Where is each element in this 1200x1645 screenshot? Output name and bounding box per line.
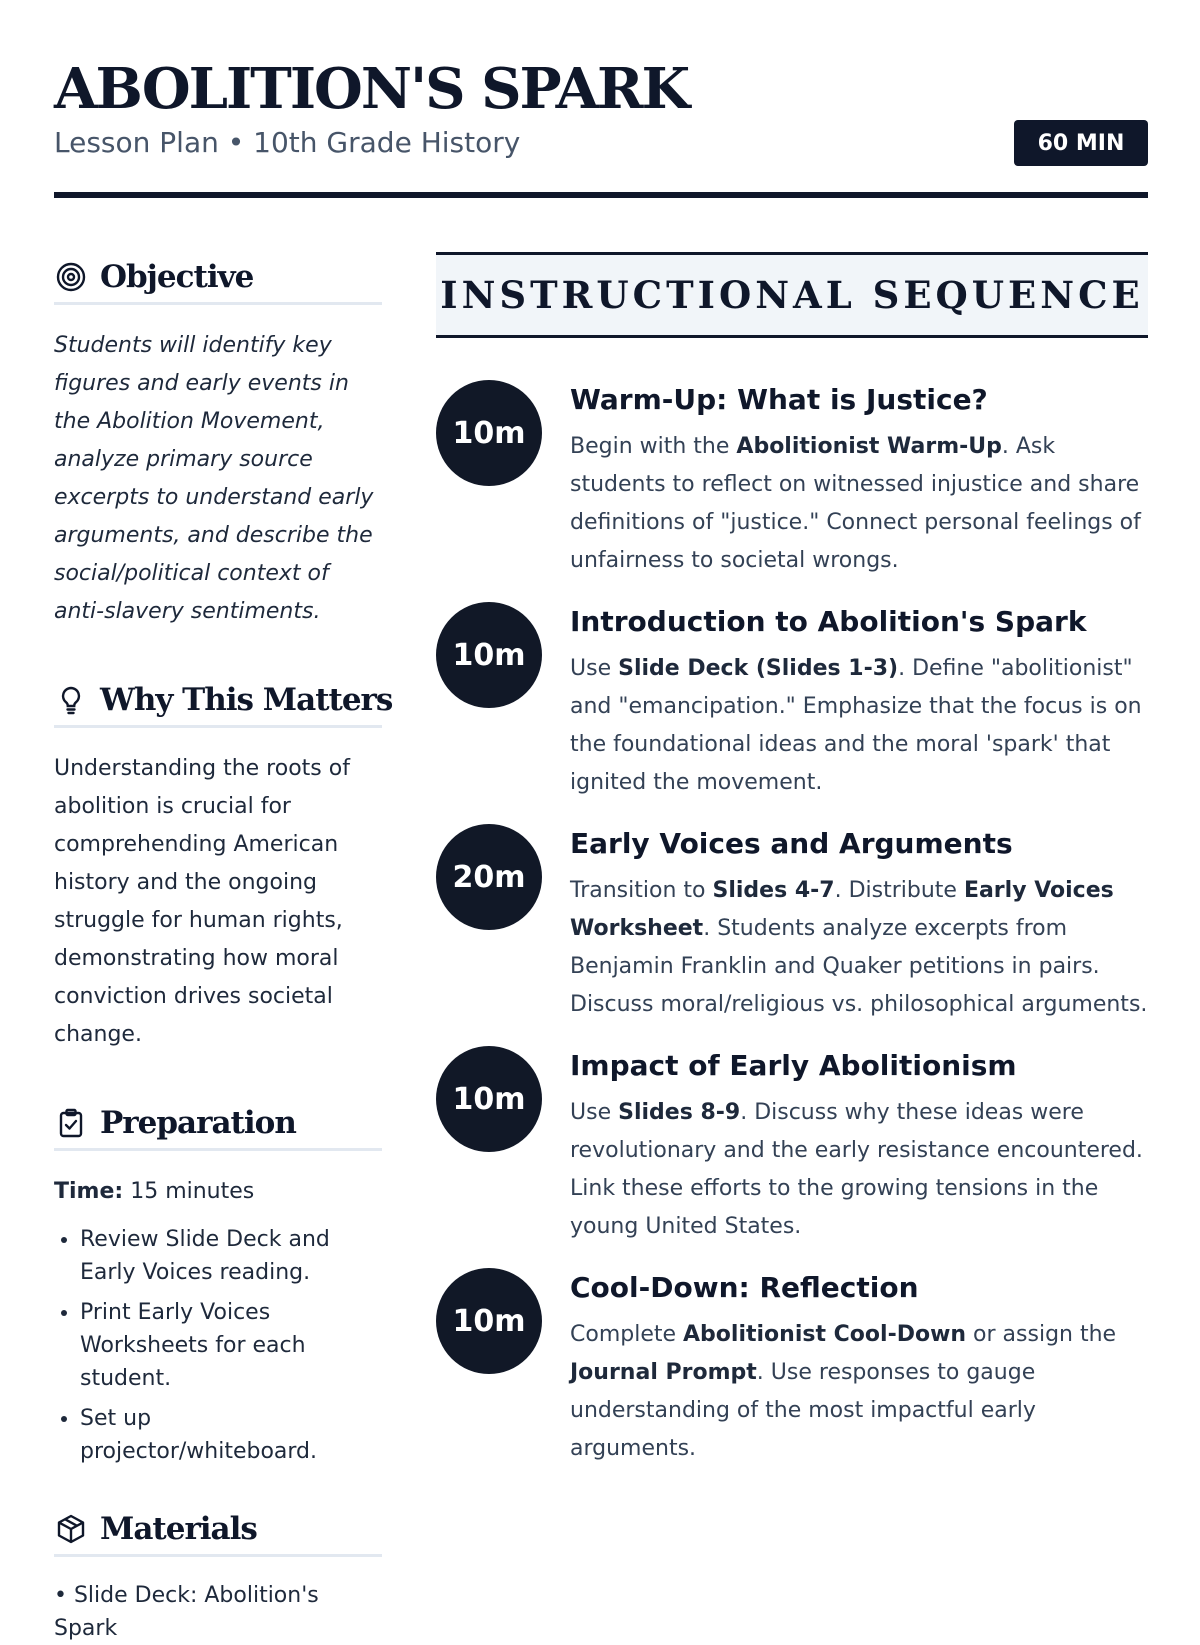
box-icon bbox=[54, 1512, 88, 1546]
header-divider bbox=[54, 192, 1148, 198]
prep-time-label: Time: bbox=[54, 1179, 124, 1204]
step-emphasis: Slides 4-7 bbox=[712, 878, 835, 903]
lesson-plan-page bbox=[54, 0, 1148, 1641]
preparation-header bbox=[54, 1098, 382, 1151]
step-emphasis: Abolitionist Cool-Down bbox=[683, 1322, 967, 1347]
why-section bbox=[54, 675, 393, 1054]
step-title: Early Voices and Arguments bbox=[570, 827, 1013, 860]
step-text: Use bbox=[570, 1100, 619, 1125]
step-title: Warm-Up: What is Justice? bbox=[570, 383, 988, 416]
step-emphasis: Slide Deck (Slides 1-3) bbox=[618, 656, 899, 681]
step-duration-badge: 10m bbox=[436, 602, 542, 708]
step-text: Begin with the bbox=[570, 434, 737, 459]
step-title: Impact of Early Abolitionism bbox=[570, 1049, 1017, 1082]
instructional-sequence bbox=[436, 252, 1148, 1468]
step-content bbox=[570, 1268, 1148, 1468]
step-text: Use bbox=[570, 656, 619, 681]
prep-item: • Review Slide Deck and Early Voices reading. bbox=[80, 1223, 382, 1289]
materials-header bbox=[54, 1504, 382, 1557]
step-duration-badge: 10m bbox=[436, 1046, 542, 1152]
sequence-step bbox=[436, 824, 1148, 1024]
objective-header bbox=[54, 252, 382, 305]
prep-item: • Set up projector/whiteboard. bbox=[80, 1402, 382, 1468]
why-header bbox=[54, 675, 393, 728]
prep-time bbox=[54, 1173, 382, 1211]
step-content bbox=[570, 602, 1148, 802]
materials-heading: Materials bbox=[100, 1511, 257, 1547]
page-subtitle: Lesson Plan • 10th Grade History bbox=[54, 126, 521, 159]
step-emphasis: Slides 8-9 bbox=[618, 1100, 741, 1125]
clipboard-check-icon bbox=[54, 1106, 88, 1140]
step-content bbox=[570, 824, 1148, 1024]
step-text: . Define "abolitionist" and "emancipation." Emphasize that the focus is on the foundational ideas and the moral 'spark' that ignited the movement. bbox=[570, 656, 1142, 795]
sequence-step bbox=[436, 1046, 1148, 1246]
materials-item: • Slide Deck: Abolition's Spark bbox=[54, 1583, 319, 1641]
sequence-step bbox=[436, 602, 1148, 802]
step-title: Introduction to Abolition's Spark bbox=[570, 605, 1087, 638]
materials-section bbox=[54, 1504, 382, 1645]
step-text: or assign the bbox=[966, 1322, 1117, 1347]
objective-heading: Objective bbox=[100, 259, 254, 295]
step-title: Cool-Down: Reflection bbox=[570, 1271, 919, 1304]
preparation-section bbox=[54, 1098, 382, 1468]
step-description bbox=[570, 1316, 1148, 1468]
sidebar bbox=[54, 252, 393, 1645]
step-description bbox=[570, 872, 1148, 1024]
why-text: Understanding the roots of abolition is crucial for comprehending American history and the ongoing struggle for human rights, demonstrating how moral conviction drives societal change. bbox=[54, 756, 350, 1047]
prep-list bbox=[54, 1223, 382, 1468]
step-content bbox=[570, 380, 1148, 580]
duration-badge: 60 MIN bbox=[1014, 120, 1148, 166]
step-description bbox=[570, 1094, 1148, 1246]
prep-item: • Print Early Voices Worksheets for each student. bbox=[80, 1296, 382, 1395]
lightbulb-icon bbox=[54, 683, 88, 717]
step-emphasis: Early Voices Worksheet bbox=[570, 878, 1114, 941]
prep-time-value: 15 minutes bbox=[130, 1179, 255, 1204]
step-text: Transition to bbox=[570, 878, 713, 903]
step-text: . Ask students to reflect on witnessed injustice and share definitions of "justice." Connect personal feelings of unfairness to societal wrongs. bbox=[570, 434, 1141, 573]
page-title: ABOLITION'S SPARK bbox=[54, 56, 689, 122]
step-duration-badge: 10m bbox=[436, 380, 542, 486]
target-icon bbox=[54, 260, 88, 294]
step-emphasis: Abolitionist Warm-Up bbox=[736, 434, 1002, 459]
step-duration-badge: 10m bbox=[436, 1268, 542, 1374]
step-duration-badge: 20m bbox=[436, 824, 542, 930]
sequence-banner bbox=[436, 252, 1148, 338]
step-emphasis: Journal Prompt bbox=[570, 1360, 757, 1385]
step-description bbox=[570, 650, 1148, 802]
sequence-steps bbox=[436, 380, 1148, 1468]
sequence-step bbox=[436, 380, 1148, 580]
why-heading: Why This Matters bbox=[100, 682, 393, 718]
objective-text: Students will identify key figures and early events in the Abolition Movement, analyze primary source excerpts to understand early arguments, and describe the social/political context of anti-slavery sentiments. bbox=[54, 333, 374, 624]
step-description bbox=[570, 428, 1148, 580]
preparation-heading: Preparation bbox=[100, 1105, 296, 1141]
step-content bbox=[570, 1046, 1148, 1246]
step-text: . Use responses to gauge understanding of the most impactful early arguments. bbox=[570, 1360, 1036, 1461]
step-text: . Students analyze excerpts from Benjamin Franklin and Quaker petitions in pairs. Discuss moral/religious vs. philosophical arguments. bbox=[570, 916, 1148, 1017]
objective-section bbox=[54, 252, 382, 631]
sequence-step bbox=[436, 1268, 1148, 1468]
sequence-heading: INSTRUCTIONAL SEQUENCE bbox=[440, 273, 1144, 317]
step-text: . Discuss why these ideas were revolutionary and the early resistance encountered. Link these efforts to the growing tensions in the young United States. bbox=[570, 1100, 1143, 1239]
step-text: . Distribute bbox=[834, 878, 964, 903]
step-text: Complete bbox=[570, 1322, 684, 1347]
